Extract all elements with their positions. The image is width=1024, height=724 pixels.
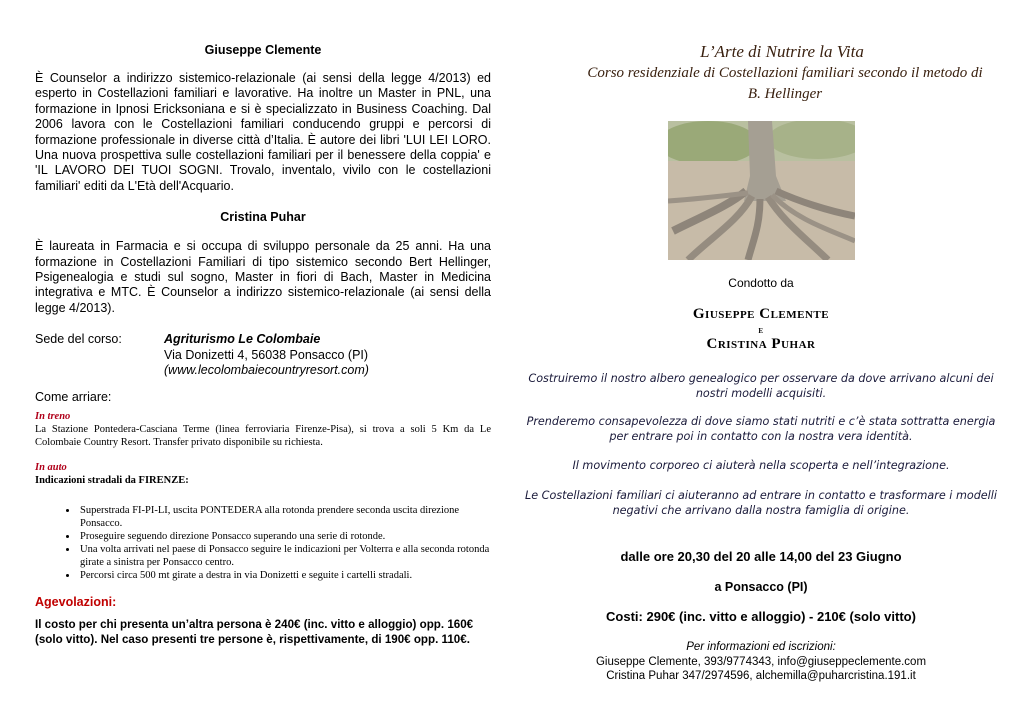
left-column [35, 43, 491, 647]
info-label: Per informazioni ed iscrizioni: [686, 641, 836, 653]
bio-text-puhar: È laureata in Farmacia e si occupa di sviluppo personale da 25 anni. Ha una formazione in Costellazioni Familiari di tipo sistemico secondo Bert Hellinger, Psigenealogia e studi sul sogno, Master in fiori di Bach, Master in Medicina integrativa e MTC. È Counselor a indirizzo sistemico-relazionale (ai sensi della legge 4/2013). [35, 239, 491, 315]
venue-website[interactable]: (www.lecolombaiecountryresort.com) [164, 363, 369, 378]
description-movement: Il movimento corporeo ci aiuterà nella scoperta e nell’integrazione. [572, 459, 950, 472]
bio-name-clemente: Giuseppe Clemente [204, 43, 322, 57]
leader-name-clemente: Giuseppe Clemente [692, 306, 830, 322]
car-directions-list [35, 504, 491, 582]
conducted-by-label: Condotto da [728, 276, 794, 290]
venue-name: Agriturismo Le Colombaie [164, 332, 321, 347]
description-genealogy: Costruiremo il nostro albero genealogico per osservare da dove arrivano alcuni dei nostri modelli acquisiti. [528, 372, 994, 400]
contact-clemente[interactable]: Giuseppe Clemente, 393/9774343, info@giuseppeclemente.com [595, 656, 927, 668]
leader-name-puhar: Cristina Puhar [706, 336, 816, 352]
course-costs: Costi: 290€ (inc. vitto e alloggio) - 210€ (solo vitto) [606, 609, 916, 624]
train-text: La Stazione Pontedera-Casciana Terme (linea ferroviaria Firenze-Pisa), si trova a soli 5 Km da Le Colombaie Country Resort. Transfer privato disponibile su richiesta. [35, 423, 491, 448]
list-item: • Una volta arrivati nel paese di Ponsacco seguire le indicazioni per Volterra e alla seconda rotonda girate a sinistra per Ponsacco centro. [78, 543, 491, 569]
list-item: • Superstrada FI-PI-LI, uscita PONTEDERA alla rotonda prendere seconda uscita direzione Ponsacco. [78, 504, 491, 530]
contact-puhar[interactable]: Cristina Puhar 347/2974596, alchemilla@puharcristina.191.it [606, 670, 916, 682]
course-dates: dalle ore 20,30 del 20 alle 14,00 del 23 Giugno [620, 549, 902, 564]
venue-address: Via Donizetti 4, 56038 Ponsacco (PI) [164, 347, 369, 362]
car-subheading: Indicazioni stradali da FIRENZE: [35, 474, 189, 486]
discounts-text: Il costo per chi presenta un’altra persona è 240€ (inc. vitto e alloggio) opp. 160€ (solo vitto). Nel caso presenti tre persone è, rispettivamente, di 190€ opp. 110€. [35, 617, 474, 646]
course-title: L’Arte di Nutrire la Vita [700, 42, 864, 61]
list-item: • Percorsi circa 500 mt girate a destra in via Donizetti e seguite i cartelli stradali. [78, 569, 491, 582]
venue-label: Sede del corso: [35, 332, 122, 347]
description-constellations: Le Costellazioni familiari ci aiuteranno ad entrare in contatto e trasformare i modelli negativi che arrivano dalla nostra famiglia di origine. [524, 489, 998, 517]
course-venue [35, 332, 491, 378]
leader-and: e [758, 325, 764, 336]
discounts-heading: Agevolazioni: [35, 594, 117, 609]
bio-name-puhar: Cristina Puhar [220, 210, 306, 225]
course-location: a Ponsacco (PI) [714, 580, 808, 594]
train-heading: In treno [35, 410, 71, 422]
bio-text-clemente: È Counselor a indirizzo sistemico-relazionale (ai sensi della legge 4/2013) ed esperto in Costellazioni familiari e lavorative. Ha inoltre un Master in PNL, una formazione in Ipnosi Ericksoniana e si è specializzato in Business Coaching. Dal 2006 lavora con le Costellazioni familiari conducendo gruppi e percorsi di formazione professionale in diverse città d’Italia. È autore dei libri 'LUI LEI LORO. Una nuova prospettiva sulle costellazioni familiari per il benessere della coppia' e 'IL LAVORO DEI TUOI SOGNI. Trovalo, inventalo, vivilo con le costellazioni familiari' editi da L'Età dell'Acquario. [35, 71, 491, 193]
description-nourishment: Prenderemo consapevolezza di dove siamo stati nutriti e c’è stata sottratta energia per entrare poi in contatto con la nostra vera identità. [526, 415, 996, 443]
course-subtitle: Corso residenziale di Costellazioni familiari secondo il metodo di B. Hellinger [587, 65, 983, 102]
list-item: • Proseguire seguendo direzione Ponsacco superando una serie di rotonde. [78, 530, 491, 543]
tree-roots-photo [668, 121, 855, 260]
car-heading: In auto [35, 461, 67, 473]
directions-heading: Come arriare: [35, 389, 112, 404]
